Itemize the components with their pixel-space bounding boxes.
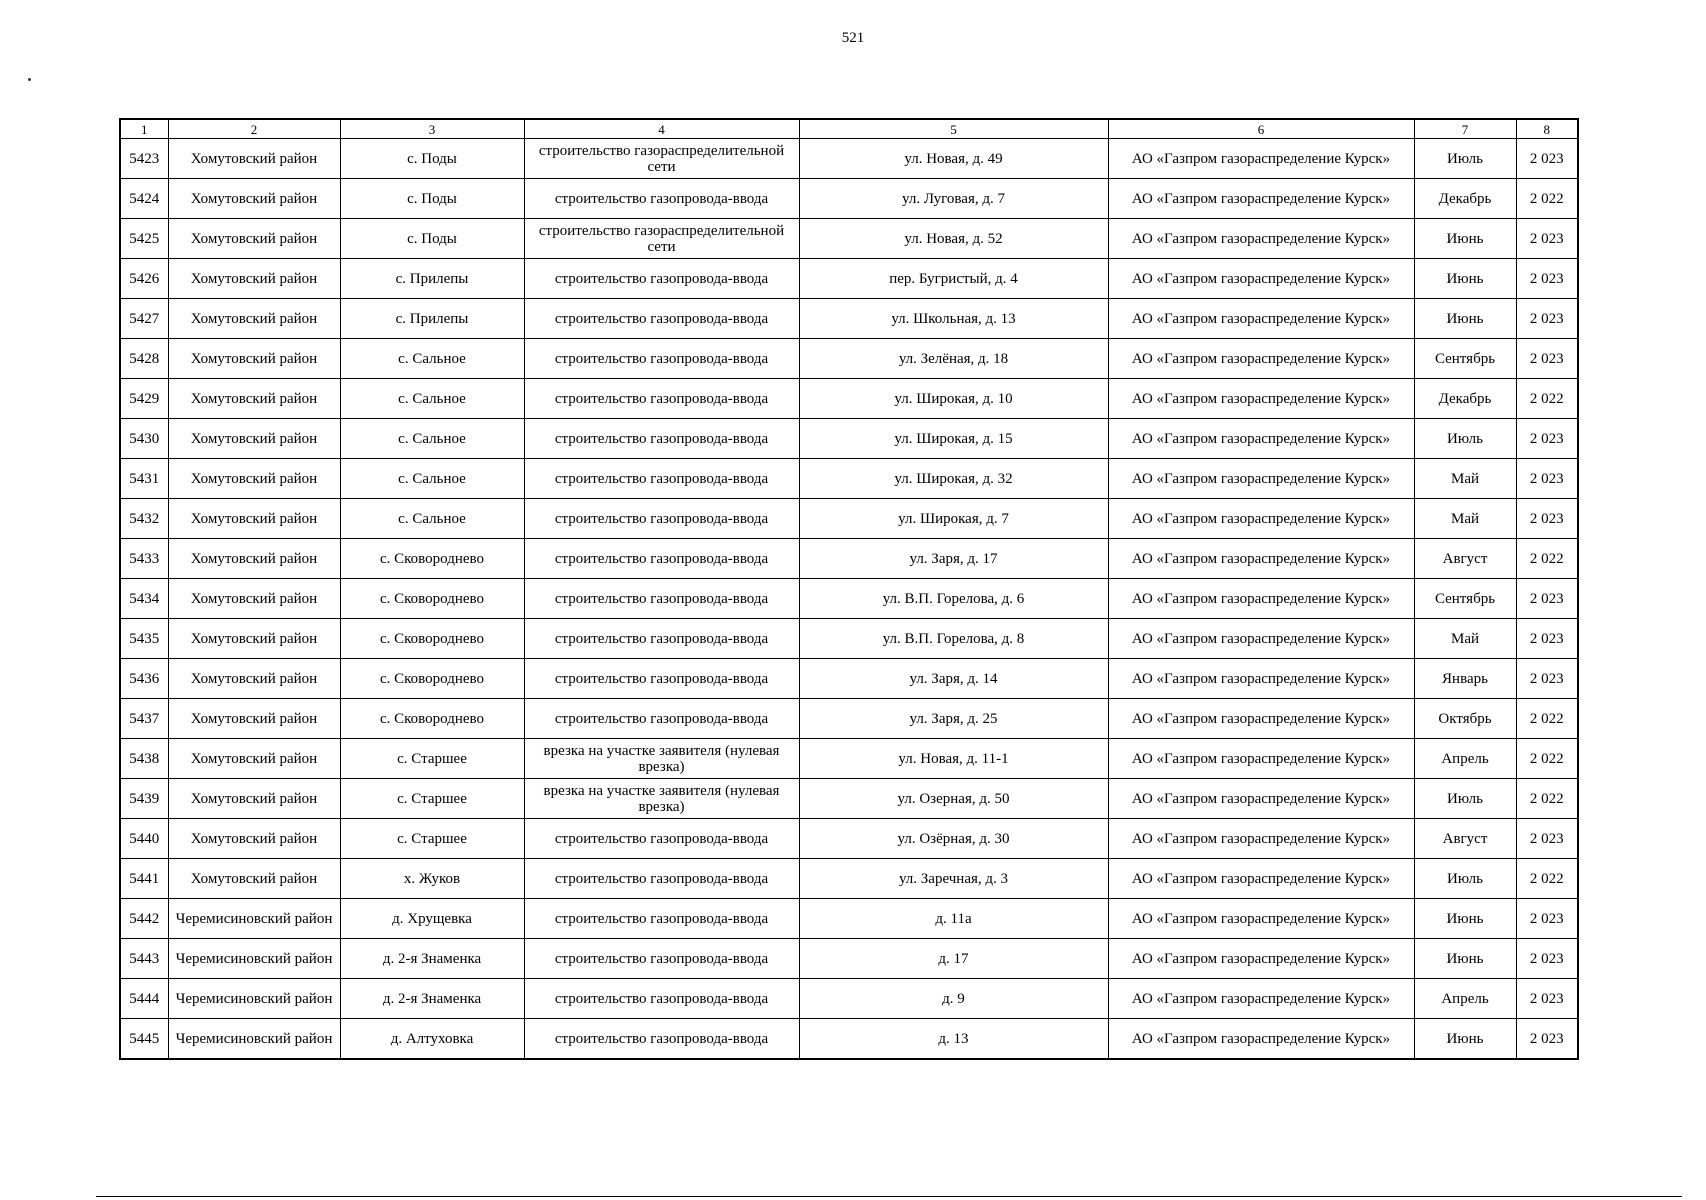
table-row bbox=[120, 899, 1578, 939]
work-type-cell: строительство газопровода-ввода bbox=[524, 1019, 799, 1060]
work-type-cell: строительство газопровода-ввода bbox=[524, 259, 799, 299]
month-cell: Июнь bbox=[1414, 899, 1516, 939]
address-cell: ул. Новая, д. 49 bbox=[799, 139, 1108, 179]
header-row bbox=[120, 119, 1578, 139]
organization-cell: АО «Газпром газораспределение Курск» bbox=[1108, 259, 1414, 299]
district-cell: Хомутовский район bbox=[168, 499, 340, 539]
table-body bbox=[120, 139, 1578, 1060]
table-row bbox=[120, 659, 1578, 699]
district-cell: Хомутовский район bbox=[168, 619, 340, 659]
settlement-cell: д. 2-я Знаменка bbox=[340, 979, 524, 1019]
row-number-cell: 5444 bbox=[120, 979, 168, 1019]
table-row bbox=[120, 459, 1578, 499]
organization-cell: АО «Газпром газораспределение Курск» bbox=[1108, 539, 1414, 579]
address-cell: д. 9 bbox=[799, 979, 1108, 1019]
organization-cell: АО «Газпром газораспределение Курск» bbox=[1108, 299, 1414, 339]
work-type-cell: строительство газопровода-ввода bbox=[524, 379, 799, 419]
table-row bbox=[120, 499, 1578, 539]
month-cell: Сентябрь bbox=[1414, 579, 1516, 619]
district-cell: Хомутовский район bbox=[168, 379, 340, 419]
month-cell: Апрель bbox=[1414, 979, 1516, 1019]
district-cell: Хомутовский район bbox=[168, 539, 340, 579]
district-cell: Хомутовский район bbox=[168, 659, 340, 699]
organization-cell: АО «Газпром газораспределение Курск» bbox=[1108, 179, 1414, 219]
bottom-rule bbox=[96, 1196, 1682, 1197]
year-cell: 2 022 bbox=[1516, 699, 1578, 739]
row-number-cell: 5438 bbox=[120, 739, 168, 779]
address-cell: ул. Озерная, д. 50 bbox=[799, 779, 1108, 819]
month-cell: Май bbox=[1414, 499, 1516, 539]
month-cell: Август bbox=[1414, 819, 1516, 859]
organization-cell: АО «Газпром газораспределение Курск» bbox=[1108, 619, 1414, 659]
organization-cell: АО «Газпром газораспределение Курск» bbox=[1108, 779, 1414, 819]
year-cell: 2 023 bbox=[1516, 419, 1578, 459]
year-cell: 2 023 bbox=[1516, 939, 1578, 979]
work-type-cell: врезка на участке заявителя (нулевая врезка) bbox=[524, 779, 799, 819]
table-row bbox=[120, 979, 1578, 1019]
year-cell: 2 023 bbox=[1516, 579, 1578, 619]
table-row bbox=[120, 1019, 1578, 1060]
row-number-cell: 5434 bbox=[120, 579, 168, 619]
table-row bbox=[120, 779, 1578, 819]
table-row bbox=[120, 819, 1578, 859]
column-header: 5 bbox=[799, 119, 1108, 139]
month-cell: Сентябрь bbox=[1414, 339, 1516, 379]
settlement-cell: с. Сальное bbox=[340, 419, 524, 459]
row-number-cell: 5427 bbox=[120, 299, 168, 339]
address-cell: ул. Новая, д. 52 bbox=[799, 219, 1108, 259]
organization-cell: АО «Газпром газораспределение Курск» bbox=[1108, 739, 1414, 779]
district-cell: Хомутовский район bbox=[168, 139, 340, 179]
work-type-cell: строительство газораспределительной сети bbox=[524, 139, 799, 179]
gasification-table bbox=[119, 118, 1579, 1060]
settlement-cell: с. Сальное bbox=[340, 459, 524, 499]
row-number-cell: 5436 bbox=[120, 659, 168, 699]
row-number-cell: 5439 bbox=[120, 779, 168, 819]
table-row bbox=[120, 339, 1578, 379]
table-row bbox=[120, 179, 1578, 219]
organization-cell: АО «Газпром газораспределение Курск» bbox=[1108, 139, 1414, 179]
address-cell: ул. Луговая, д. 7 bbox=[799, 179, 1108, 219]
month-cell: Июнь bbox=[1414, 259, 1516, 299]
row-number-cell: 5437 bbox=[120, 699, 168, 739]
year-cell: 2 023 bbox=[1516, 339, 1578, 379]
column-header: 6 bbox=[1108, 119, 1414, 139]
month-cell: Июль bbox=[1414, 419, 1516, 459]
organization-cell: АО «Газпром газораспределение Курск» bbox=[1108, 339, 1414, 379]
settlement-cell: с. Старшее bbox=[340, 739, 524, 779]
month-cell: Июнь bbox=[1414, 299, 1516, 339]
address-cell: ул. Школьная, д. 13 bbox=[799, 299, 1108, 339]
month-cell: Июль bbox=[1414, 859, 1516, 899]
work-type-cell: строительство газопровода-ввода bbox=[524, 699, 799, 739]
district-cell: Хомутовский район bbox=[168, 819, 340, 859]
row-number-cell: 5428 bbox=[120, 339, 168, 379]
organization-cell: АО «Газпром газораспределение Курск» bbox=[1108, 819, 1414, 859]
settlement-cell: с. Прилепы bbox=[340, 299, 524, 339]
organization-cell: АО «Газпром газораспределение Курск» bbox=[1108, 859, 1414, 899]
address-cell: ул. Заря, д. 17 bbox=[799, 539, 1108, 579]
work-type-cell: строительство газопровода-ввода bbox=[524, 459, 799, 499]
address-cell: ул. Заря, д. 25 bbox=[799, 699, 1108, 739]
district-cell: Хомутовский район bbox=[168, 579, 340, 619]
work-type-cell: строительство газопровода-ввода bbox=[524, 659, 799, 699]
row-number-cell: 5445 bbox=[120, 1019, 168, 1060]
address-cell: ул. В.П. Горелова, д. 6 bbox=[799, 579, 1108, 619]
address-cell: ул. Озёрная, д. 30 bbox=[799, 819, 1108, 859]
address-cell: пер. Бугристый, д. 4 bbox=[799, 259, 1108, 299]
month-cell: Июнь bbox=[1414, 219, 1516, 259]
table-header bbox=[120, 119, 1578, 139]
organization-cell: АО «Газпром газораспределение Курск» bbox=[1108, 979, 1414, 1019]
table-row bbox=[120, 579, 1578, 619]
work-type-cell: строительство газопровода-ввода bbox=[524, 619, 799, 659]
address-cell: ул. Зелёная, д. 18 bbox=[799, 339, 1108, 379]
month-cell: Июль bbox=[1414, 779, 1516, 819]
district-cell: Хомутовский район bbox=[168, 259, 340, 299]
district-cell: Хомутовский район bbox=[168, 779, 340, 819]
district-cell: Хомутовский район bbox=[168, 859, 340, 899]
row-number-cell: 5424 bbox=[120, 179, 168, 219]
column-header: 1 bbox=[120, 119, 168, 139]
organization-cell: АО «Газпром газораспределение Курск» bbox=[1108, 899, 1414, 939]
month-cell: Декабрь bbox=[1414, 379, 1516, 419]
row-number-cell: 5433 bbox=[120, 539, 168, 579]
settlement-cell: с. Сковороднево bbox=[340, 699, 524, 739]
table-row bbox=[120, 139, 1578, 179]
district-cell: Хомутовский район bbox=[168, 179, 340, 219]
address-cell: д. 11а bbox=[799, 899, 1108, 939]
row-number-cell: 5426 bbox=[120, 259, 168, 299]
organization-cell: АО «Газпром газораспределение Курск» bbox=[1108, 459, 1414, 499]
column-header: 4 bbox=[524, 119, 799, 139]
address-cell: ул. Заря, д. 14 bbox=[799, 659, 1108, 699]
address-cell: ул. В.П. Горелова, д. 8 bbox=[799, 619, 1108, 659]
row-number-cell: 5425 bbox=[120, 219, 168, 259]
month-cell: Октябрь bbox=[1414, 699, 1516, 739]
work-type-cell: строительство газопровода-ввода bbox=[524, 979, 799, 1019]
column-header: 8 bbox=[1516, 119, 1578, 139]
district-cell: Хомутовский район bbox=[168, 419, 340, 459]
month-cell: Июнь bbox=[1414, 1019, 1516, 1060]
district-cell: Черемисиновский район bbox=[168, 899, 340, 939]
organization-cell: АО «Газпром газораспределение Курск» bbox=[1108, 219, 1414, 259]
district-cell: Хомутовский район bbox=[168, 459, 340, 499]
year-cell: 2 023 bbox=[1516, 259, 1578, 299]
table-row bbox=[120, 699, 1578, 739]
settlement-cell: д. 2-я Знаменка bbox=[340, 939, 524, 979]
settlement-cell: с. Старшее bbox=[340, 819, 524, 859]
year-cell: 2 023 bbox=[1516, 219, 1578, 259]
district-cell: Хомутовский район bbox=[168, 699, 340, 739]
year-cell: 2 022 bbox=[1516, 539, 1578, 579]
address-cell: ул. Широкая, д. 7 bbox=[799, 499, 1108, 539]
work-type-cell: строительство газопровода-ввода bbox=[524, 579, 799, 619]
settlement-cell: с. Поды bbox=[340, 219, 524, 259]
table-row bbox=[120, 379, 1578, 419]
year-cell: 2 022 bbox=[1516, 859, 1578, 899]
row-number-cell: 5431 bbox=[120, 459, 168, 499]
column-header: 7 bbox=[1414, 119, 1516, 139]
table-row bbox=[120, 299, 1578, 339]
settlement-cell: с. Сковороднево bbox=[340, 579, 524, 619]
work-type-cell: строительство газопровода-ввода bbox=[524, 939, 799, 979]
work-type-cell: строительство газопровода-ввода bbox=[524, 499, 799, 539]
table-row bbox=[120, 619, 1578, 659]
address-cell: ул. Новая, д. 11-1 bbox=[799, 739, 1108, 779]
row-number-cell: 5430 bbox=[120, 419, 168, 459]
district-cell: Хомутовский район bbox=[168, 339, 340, 379]
table-row bbox=[120, 419, 1578, 459]
row-number-cell: 5423 bbox=[120, 139, 168, 179]
row-number-cell: 5429 bbox=[120, 379, 168, 419]
district-cell: Хомутовский район bbox=[168, 299, 340, 339]
address-cell: д. 17 bbox=[799, 939, 1108, 979]
year-cell: 2 023 bbox=[1516, 1019, 1578, 1060]
settlement-cell: с. Поды bbox=[340, 179, 524, 219]
work-type-cell: строительство газораспределительной сети bbox=[524, 219, 799, 259]
table-row bbox=[120, 539, 1578, 579]
organization-cell: АО «Газпром газораспределение Курск» bbox=[1108, 659, 1414, 699]
settlement-cell: с. Сальное bbox=[340, 339, 524, 379]
table-row bbox=[120, 859, 1578, 899]
page-number: 521 bbox=[841, 30, 865, 46]
settlement-cell: д. Хрущевка bbox=[340, 899, 524, 939]
year-cell: 2 023 bbox=[1516, 459, 1578, 499]
month-cell: Май bbox=[1414, 459, 1516, 499]
settlement-cell: с. Поды bbox=[340, 139, 524, 179]
district-cell: Черемисиновский район bbox=[168, 979, 340, 1019]
year-cell: 2 022 bbox=[1516, 179, 1578, 219]
organization-cell: АО «Газпром газораспределение Курск» bbox=[1108, 699, 1414, 739]
work-type-cell: строительство газопровода-ввода bbox=[524, 299, 799, 339]
table-row bbox=[120, 259, 1578, 299]
address-cell: ул. Широкая, д. 32 bbox=[799, 459, 1108, 499]
settlement-cell: с. Сковороднево bbox=[340, 659, 524, 699]
settlement-cell: х. Жуков bbox=[340, 859, 524, 899]
work-type-cell: строительство газопровода-ввода bbox=[524, 899, 799, 939]
district-cell: Хомутовский район bbox=[168, 219, 340, 259]
year-cell: 2 023 bbox=[1516, 139, 1578, 179]
row-number-cell: 5443 bbox=[120, 939, 168, 979]
month-cell: Май bbox=[1414, 619, 1516, 659]
work-type-cell: строительство газопровода-ввода bbox=[524, 539, 799, 579]
year-cell: 2 022 bbox=[1516, 379, 1578, 419]
district-cell: Хомутовский район bbox=[168, 739, 340, 779]
organization-cell: АО «Газпром газораспределение Курск» bbox=[1108, 379, 1414, 419]
month-cell: Август bbox=[1414, 539, 1516, 579]
year-cell: 2 023 bbox=[1516, 299, 1578, 339]
table-row bbox=[120, 219, 1578, 259]
work-type-cell: строительство газопровода-ввода bbox=[524, 179, 799, 219]
month-cell: Апрель bbox=[1414, 739, 1516, 779]
year-cell: 2 023 bbox=[1516, 499, 1578, 539]
year-cell: 2 023 bbox=[1516, 659, 1578, 699]
month-cell: Июнь bbox=[1414, 939, 1516, 979]
column-header: 2 bbox=[168, 119, 340, 139]
year-cell: 2 023 bbox=[1516, 979, 1578, 1019]
row-number-cell: 5440 bbox=[120, 819, 168, 859]
work-type-cell: строительство газопровода-ввода bbox=[524, 419, 799, 459]
row-number-cell: 5432 bbox=[120, 499, 168, 539]
row-number-cell: 5442 bbox=[120, 899, 168, 939]
settlement-cell: с. Прилепы bbox=[340, 259, 524, 299]
settlement-cell: д. Алтуховка bbox=[340, 1019, 524, 1060]
month-cell: Январь bbox=[1414, 659, 1516, 699]
year-cell: 2 023 bbox=[1516, 819, 1578, 859]
organization-cell: АО «Газпром газораспределение Курск» bbox=[1108, 499, 1414, 539]
organization-cell: АО «Газпром газораспределение Курск» bbox=[1108, 579, 1414, 619]
settlement-cell: с. Сальное bbox=[340, 499, 524, 539]
row-number-cell: 5435 bbox=[120, 619, 168, 659]
work-type-cell: врезка на участке заявителя (нулевая врезка) bbox=[524, 739, 799, 779]
work-type-cell: строительство газопровода-ввода bbox=[524, 859, 799, 899]
year-cell: 2 022 bbox=[1516, 739, 1578, 779]
address-cell: ул. Заречная, д. 3 bbox=[799, 859, 1108, 899]
document-table-wrapper bbox=[119, 118, 1579, 1060]
settlement-cell: с. Сальное bbox=[340, 379, 524, 419]
table-row bbox=[120, 939, 1578, 979]
settlement-cell: с. Сковороднево bbox=[340, 539, 524, 579]
work-type-cell: строительство газопровода-ввода bbox=[524, 339, 799, 379]
address-cell: ул. Широкая, д. 10 bbox=[799, 379, 1108, 419]
work-type-cell: строительство газопровода-ввода bbox=[524, 819, 799, 859]
year-cell: 2 023 bbox=[1516, 899, 1578, 939]
settlement-cell: с. Старшее bbox=[340, 779, 524, 819]
table-row bbox=[120, 739, 1578, 779]
organization-cell: АО «Газпром газораспределение Курск» bbox=[1108, 939, 1414, 979]
year-cell: 2 022 bbox=[1516, 779, 1578, 819]
month-cell: Декабрь bbox=[1414, 179, 1516, 219]
district-cell: Черемисиновский район bbox=[168, 1019, 340, 1060]
organization-cell: АО «Газпром газораспределение Курск» bbox=[1108, 419, 1414, 459]
organization-cell: АО «Газпром газораспределение Курск» bbox=[1108, 1019, 1414, 1060]
month-cell: Июль bbox=[1414, 139, 1516, 179]
district-cell: Черемисиновский район bbox=[168, 939, 340, 979]
settlement-cell: с. Сковороднево bbox=[340, 619, 524, 659]
address-cell: ул. Широкая, д. 15 bbox=[799, 419, 1108, 459]
column-header: 3 bbox=[340, 119, 524, 139]
address-cell: д. 13 bbox=[799, 1019, 1108, 1060]
row-number-cell: 5441 bbox=[120, 859, 168, 899]
scan-speck bbox=[28, 78, 31, 81]
year-cell: 2 023 bbox=[1516, 619, 1578, 659]
